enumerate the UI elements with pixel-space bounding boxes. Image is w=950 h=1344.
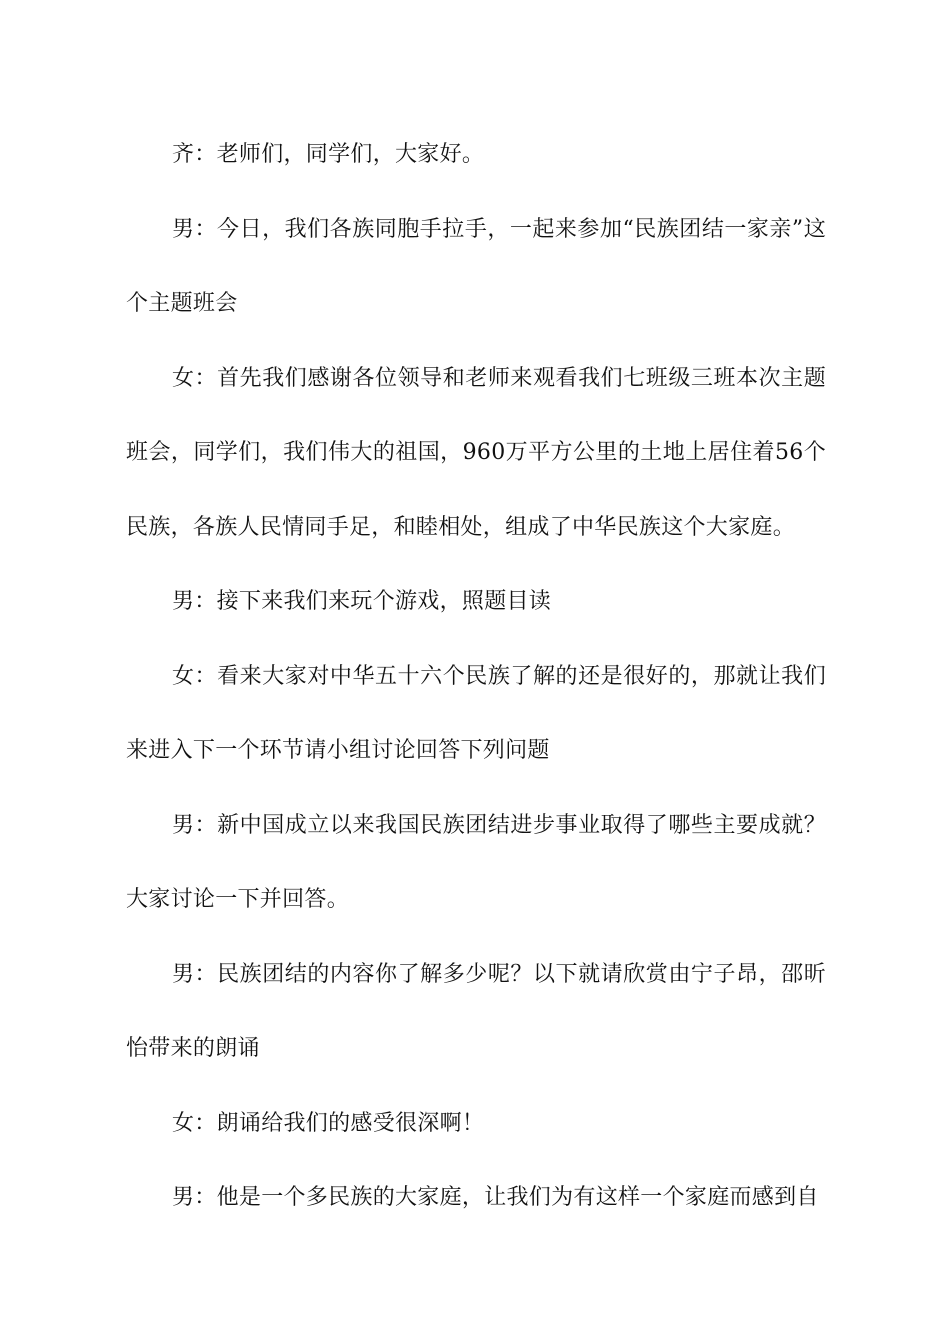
paragraph-greeting: 齐：老师们，同学们，大家好。 — [172, 142, 485, 167]
paragraph-thanks: 女：首先我们感谢各位领导和老师来观看我们七班级三班本次主题班会，同学们，我们伟大的祖国，960万平方公里的土地上居住着56个民族，各族人民情同手足，和睦相处，组成了中华民族这个大家庭。 — [126, 365, 826, 540]
paragraph-recitation: 男：民族团结的内容你了解多少呢？以下就请欣赏由宁子昂，邵昕怡带来的朗诵 — [126, 961, 826, 1061]
paragraph-feeling: 女：朗诵给我们的感受很深啊！ — [172, 1110, 485, 1136]
paragraph-game: 男：接下来我们来玩个游戏，照题目读 — [172, 589, 552, 614]
document-body — [126, 118, 826, 1236]
paragraph-achievements: 男：新中国成立以来我国民族团结进步事业取得了哪些主要成就？大家讨论一下并回答。 — [126, 812, 826, 912]
paragraph-discussion: 女：看来大家对中华五十六个民族了解的还是很好的，那就让我们来进入下一个环节请小组讨论回答下列问题 — [126, 663, 826, 763]
paragraph-family: 男：他是一个多民族的大家庭，让我们为有这样一个家庭而感到自 — [172, 1185, 819, 1210]
paragraph-opening: 男：今日，我们各族同胞手拉手，一起来参加“民族团结一家亲”这个主题班会 — [126, 216, 826, 316]
